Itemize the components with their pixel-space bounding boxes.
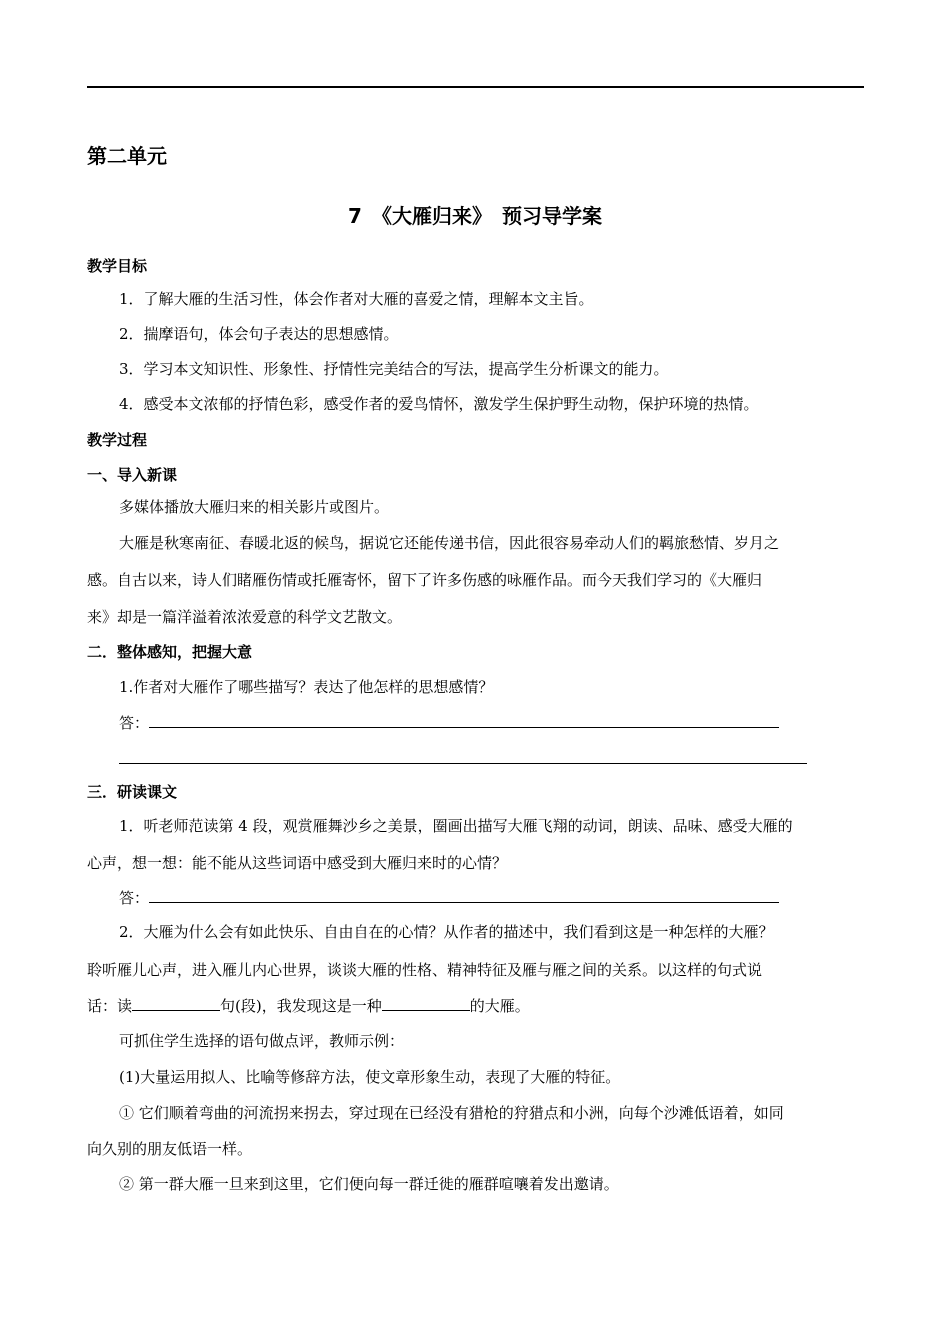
answer-line[interactable] — [119, 712, 779, 733]
answer-blank[interactable] — [149, 713, 779, 728]
example-quote: 向久别的朋友低语一样。 — [87, 1140, 253, 1158]
fill-blank[interactable] — [382, 996, 470, 1011]
example-quote: ① 它们顺着弯曲的河流拐来拐去，穿过现在已经没有猎枪的狩猎点和小洲，向每个沙滩低语着，如同 — [119, 1104, 784, 1122]
sentence-pattern: 话：读 句(段)，我发现这是一种 的大雁。 — [87, 997, 530, 1015]
intro-paragraph: 感。自古以来，诗人们睹雁伤情或托雁寄怀，留下了许多伤感的咏雁作品。而今天我们学习的《大雁归 — [87, 571, 763, 589]
process-heading: 教学过程 — [87, 431, 148, 449]
intro-paragraph: 大雁是秋寒南征、春暖北返的候鸟，据说它还能传递书信，因此很容易牵动人们的羁旅愁情、岁月之 — [119, 534, 780, 552]
intro-paragraph: 来》却是一篇洋溢着浓浓爱意的科学文艺散文。 — [87, 608, 403, 626]
overall-heading: 二．整体感知，把握大意 — [87, 643, 253, 661]
objective-item: 4．感受本文浓郁的抒情色彩，感受作者的爱鸟情怀，激发学生保护野生动物，保护环境的热情。 — [119, 395, 759, 413]
top-rule — [87, 86, 864, 88]
example-quote: ② 第一群大雁一旦来到这里，它们便向每一群迁徙的雁群喧嚷着发出邀请。 — [119, 1175, 619, 1193]
objective-item: 2．揣摩语句，体会句子表达的思想感情。 — [119, 325, 399, 343]
objectives-heading: 教学目标 — [87, 257, 148, 275]
study-question: 2．大雁为什么会有如此快乐、自由自在的心情？从作者的描述中，我们看到这是一种怎样的大雁？ — [119, 923, 774, 941]
answer-line-extra[interactable] — [119, 763, 807, 764]
study-question: 聆听雁儿心声，进入雁儿内心世界，谈谈大雁的性格、精神特征及雁与雁之间的关系。以这样的句式说 — [87, 961, 763, 979]
unit-heading: 第二单元 — [87, 144, 167, 168]
answer-label: 答： — [119, 889, 150, 907]
teacher-note: 可抓住学生选择的语句做点评，教师示例： — [119, 1032, 405, 1050]
objective-item: 1．了解大雁的生活习性，体会作者对大雁的喜爱之情，理解本文主旨。 — [119, 290, 594, 308]
objective-item: 3．学习本文知识性、形象性、抒情性完美结合的写法，提高学生分析课文的能力。 — [119, 360, 669, 378]
answer-label: 答： — [119, 714, 150, 732]
example: (1)大量运用拟人、比喻等修辞方法，使文章形象生动，表现了大雁的特征。 — [119, 1068, 621, 1086]
page-title: 7 《大雁归来》 预习导学案 — [348, 204, 602, 228]
fill-blank[interactable] — [132, 996, 220, 1011]
answer-line[interactable] — [119, 887, 779, 908]
intro-heading: 一、导入新课 — [87, 466, 178, 484]
answer-blank[interactable] — [149, 888, 779, 903]
overall-question: 1.作者对大雁作了哪些描写？表达了他怎样的思想感情？ — [119, 678, 494, 696]
intro-paragraph: 多媒体播放大雁归来的相关影片或图片。 — [119, 498, 390, 516]
study-question: 1．听老师范读第 4 段，观赏雁舞沙乡之美景，圈画出描写大雁飞翔的动词，朗读、品味、感受大雁的 — [119, 817, 793, 835]
study-question: 心声，想一想：能不能从这些词语中感受到大雁归来时的心情？ — [87, 854, 508, 872]
study-heading: 三．研读课文 — [87, 783, 178, 801]
